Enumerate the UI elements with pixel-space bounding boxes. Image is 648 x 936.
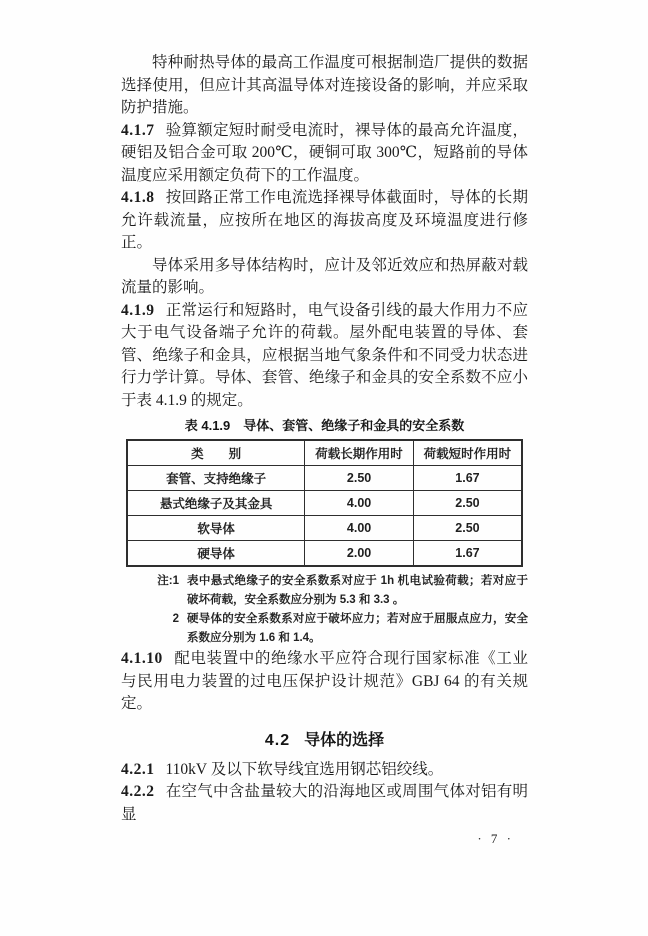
table-cell: 2.00 bbox=[305, 541, 414, 567]
note-2 bbox=[145, 610, 528, 648]
table-header-row bbox=[127, 440, 522, 466]
section-title: 导体的选择 bbox=[304, 731, 385, 749]
text-block bbox=[121, 0, 528, 847]
clause-number: 4.2.2 bbox=[121, 783, 155, 800]
clause-4-2-2 bbox=[121, 781, 528, 826]
clause-number: 4.1.9 bbox=[121, 301, 155, 319]
table-cell: 2.50 bbox=[413, 516, 522, 541]
section-number: 4.2 bbox=[264, 731, 291, 749]
clause-4-2-1 bbox=[121, 759, 528, 782]
table-row bbox=[127, 491, 522, 516]
table-cell: 1.67 bbox=[413, 466, 522, 491]
table-cell: 软导体 bbox=[127, 516, 305, 541]
page-number: · 7 · bbox=[477, 831, 514, 846]
clause-4-1-7 bbox=[121, 120, 528, 188]
note-1 bbox=[145, 572, 528, 610]
table-caption: 表 4.1.9 导体、套管、绝缘子和金具的安全系数 bbox=[184, 418, 465, 433]
table-cell: 4.00 bbox=[305, 491, 414, 516]
clause-4-1-9 bbox=[121, 300, 528, 413]
table-cell: 套管、支持绝缘子 bbox=[127, 466, 305, 491]
note-text: 表中悬式绝缘子的安全系数系对应于 1h 机电试验荷载；若对应于破坏荷载，安全系数应分别为 5.3 和 3.3 。 bbox=[187, 575, 528, 606]
clause-text: 110kV 及以下软导线宜选用钢芯铝绞线。 bbox=[165, 760, 444, 778]
note-marker: 注:1 bbox=[157, 575, 179, 587]
table-row bbox=[127, 516, 522, 541]
note-text: 硬导体的安全系数系对应于破坏应力；若对应于屈服点应力，安全系数应分别为 1.6 和 1.4。 bbox=[187, 613, 528, 644]
paragraph-text: 特种耐热导体的最高工作温度可根据制造厂提供的数据选择使用，但应计其高温导体对连接设备的影响，并应采取防护措施。 bbox=[121, 54, 528, 116]
safety-factor-table bbox=[126, 439, 523, 567]
table-cell: 4.00 bbox=[305, 516, 414, 541]
column-header-long-term-load: 荷载长期作用时 bbox=[305, 440, 414, 466]
table-cell: 1.67 bbox=[413, 541, 522, 567]
table-cell: 2.50 bbox=[305, 466, 414, 491]
clause-text: 验算额定短时耐受电流时，裸导体的最高允许温度，硬铝及铝合金可取 200℃，硬铜可取 300℃，短路前的导体温度应采用额定负荷下的工作温度。 bbox=[121, 121, 528, 184]
clause-text: 配电装置中的绝缘水平应符合现行国家标准《工业与民用电力装置的过电压保护设计规范》GBJ 64 的有关规定。 bbox=[121, 650, 528, 712]
clause-number: 4.2.1 bbox=[121, 760, 155, 778]
table-row bbox=[127, 541, 522, 567]
table-row bbox=[127, 466, 522, 491]
clause-4-1-10 bbox=[121, 648, 528, 716]
clause-number: 4.1.8 bbox=[121, 189, 155, 206]
table-notes bbox=[145, 572, 528, 648]
column-header-short-term-load: 荷载短时作用时 bbox=[413, 440, 522, 466]
paragraph-intro bbox=[121, 52, 528, 120]
table-cell: 悬式绝缘子及其金具 bbox=[127, 491, 305, 516]
table-cell: 2.50 bbox=[413, 491, 522, 516]
clause-text: 正常运行和短路时，电气设备引线的最大作用力不应大于电气设备端子允许的荷载。屋外配电装置的导体、套管、绝缘子和金具，应根据当地气象条件和不同受力状态进行力学计算。导体、套管、绝缘子和金具的安全系数不应小于表 4.1.9 的规定。 bbox=[121, 301, 528, 409]
section-heading-4-2 bbox=[121, 727, 528, 750]
clause-number: 4.1.7 bbox=[121, 121, 155, 139]
table-cell: 硬导体 bbox=[127, 541, 305, 567]
note-marker: 2 bbox=[172, 613, 179, 625]
clause-text: 在空气中含盐量较大的沿海地区或周围气体对铝有明显 bbox=[121, 783, 528, 823]
column-header-category: 类 别 bbox=[127, 440, 305, 466]
clause-4-1-8 bbox=[121, 187, 528, 255]
clause-number: 4.1.10 bbox=[121, 650, 163, 667]
clause-text: 按回路正常工作电流选择裸导体截面时，导体的长期允许载流量，应按所在地区的海拔高度及环境温度进行修正。 bbox=[121, 189, 528, 251]
paragraph-multi-conductor bbox=[121, 255, 528, 300]
paragraph-text: 导体采用多导体结构时，应计及邻近效应和热屏蔽对载流量的影响。 bbox=[121, 256, 528, 296]
